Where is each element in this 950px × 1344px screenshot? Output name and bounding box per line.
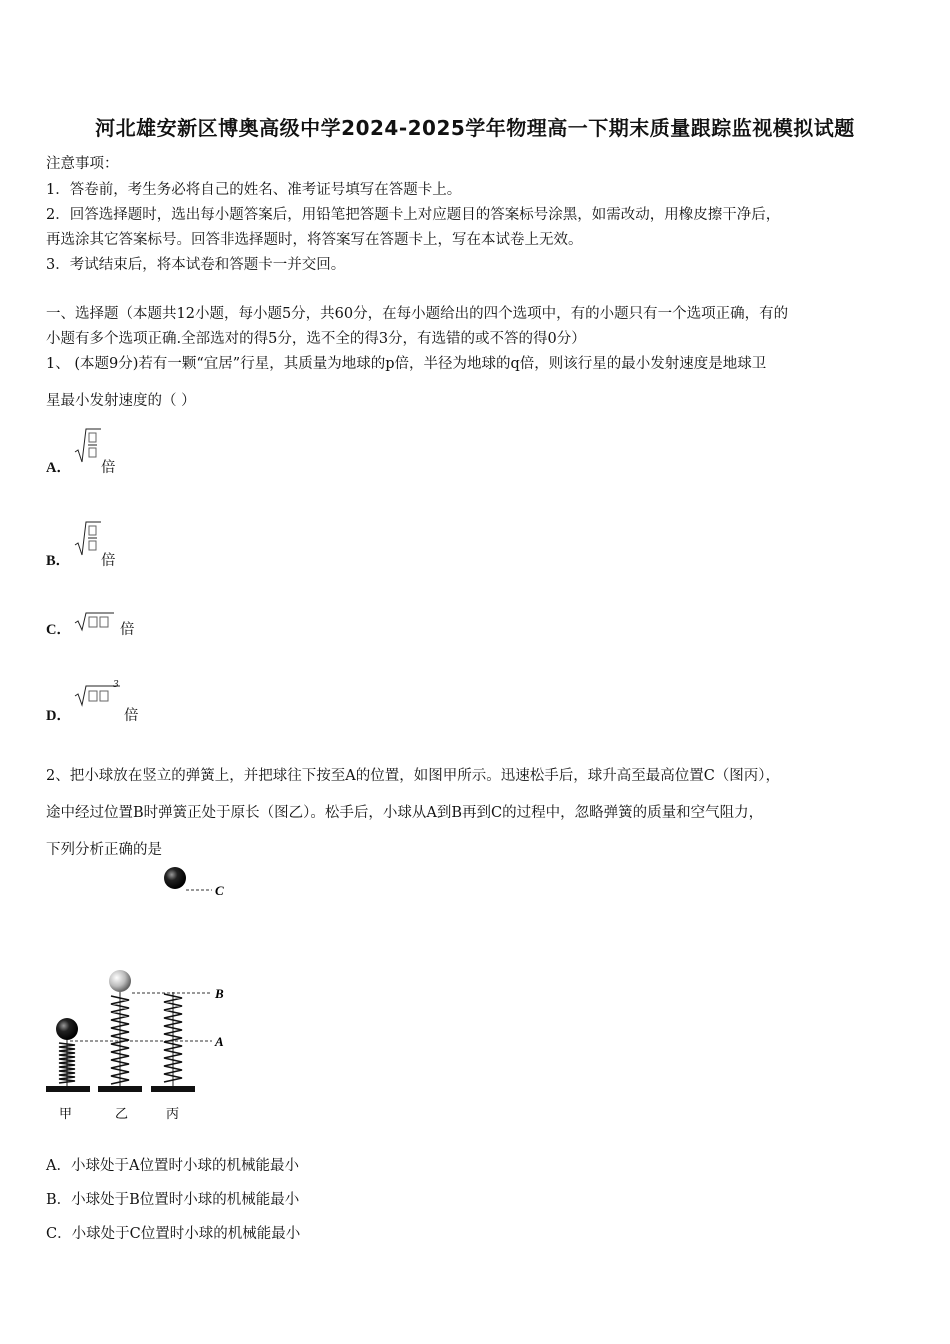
caption-yi: 乙 [115, 1107, 129, 1122]
label-b: B [215, 986, 224, 1001]
option-suffix: 倍 [120, 622, 135, 638]
option-suffix: 倍 [101, 553, 116, 569]
section-instructions: 小题有多个选项正确.全部选对的得5分，选不全的得3分，有选错的或不答的得0分） [46, 331, 586, 347]
q1-option-c[interactable] [46, 618, 71, 639]
notice-item: 2．回答选择题时，选出每小题答案后，用铅笔把答题卡上对应题目的答案标号涂黑，如需改动，用橡皮擦干净后， [46, 207, 781, 223]
sqrt-icon [74, 611, 116, 633]
option-suffix: 倍 [124, 708, 139, 724]
caption-jia: 甲 [59, 1107, 73, 1122]
q2-option-c[interactable]: C．小球处于C位置时小球的机械能最小 [46, 1226, 301, 1242]
notice-item: 1．答卷前，考生务必将自己的姓名、准考证号填写在答题卡上。 [46, 182, 462, 198]
notice-item: 3．考试结束后，将本试卷和答题卡一并交回。 [46, 257, 346, 273]
question-2-stem: 下列分析正确的是 [46, 842, 162, 858]
q2-option-a[interactable]: A．小球处于A位置时小球的机械能最小 [46, 1158, 299, 1174]
q1-option-d[interactable] [46, 704, 71, 725]
q1-option-b[interactable] [46, 549, 70, 570]
spring-yi [98, 970, 142, 1092]
spring-figure [40, 860, 240, 1130]
notice-heading: 注意事项： [46, 156, 119, 172]
exponent: 3 [113, 680, 119, 690]
caption-bing: 丙 [166, 1107, 180, 1122]
option-label: D． [46, 708, 71, 724]
spring-jia [46, 1018, 90, 1092]
sqrt-fraction-icon [74, 426, 102, 466]
option-suffix: 倍 [101, 460, 116, 476]
option-label: B． [46, 553, 71, 569]
q2-option-b[interactable]: B．小球处于B位置时小球的机械能最小 [46, 1192, 300, 1208]
option-label: C． [46, 622, 71, 638]
page-title: 河北雄安新区博奥高级中学2024-2025学年物理高一下期末质量跟踪监视模拟试题 [95, 116, 855, 140]
notice-item: 再选涂其它答案标号。回答非选择题时，将答案写在答题卡上，写在本试卷上无效。 [46, 232, 583, 248]
option-label: A． [46, 460, 71, 476]
spring-bing [151, 992, 195, 1092]
ball-c [164, 867, 186, 889]
question-2-stem: 途中经过位置B时弹簧正处于原长（图乙）。松手后，小球从A到B再到C的过程中，忽略弹簧的质量和空气阻力， [46, 805, 764, 821]
sqrt-fraction-icon [74, 519, 102, 559]
label-c: C [215, 883, 224, 898]
section-instructions: 一、选择题（本题共12小题，每小题5分，共60分，在每小题给出的四个选项中，有的小题只有一个选项正确，有的 [46, 306, 789, 322]
question-1-stem: 星最小发射速度的（ ） [46, 393, 196, 409]
question-2-stem: 2、把小球放在竖立的弹簧上，并把球往下按至A的位置，如图甲所示。迅速松手后，球升高至最高位置C（图丙）， [46, 768, 781, 784]
question-1-stem: 1、 (本题9分)若有一颗“宜居”行星，其质量为地球的p倍，半径为地球的q倍，则该行星的最小发射速度是地球卫 [46, 356, 767, 372]
q1-option-a[interactable] [46, 456, 71, 477]
label-a: A [215, 1034, 224, 1049]
